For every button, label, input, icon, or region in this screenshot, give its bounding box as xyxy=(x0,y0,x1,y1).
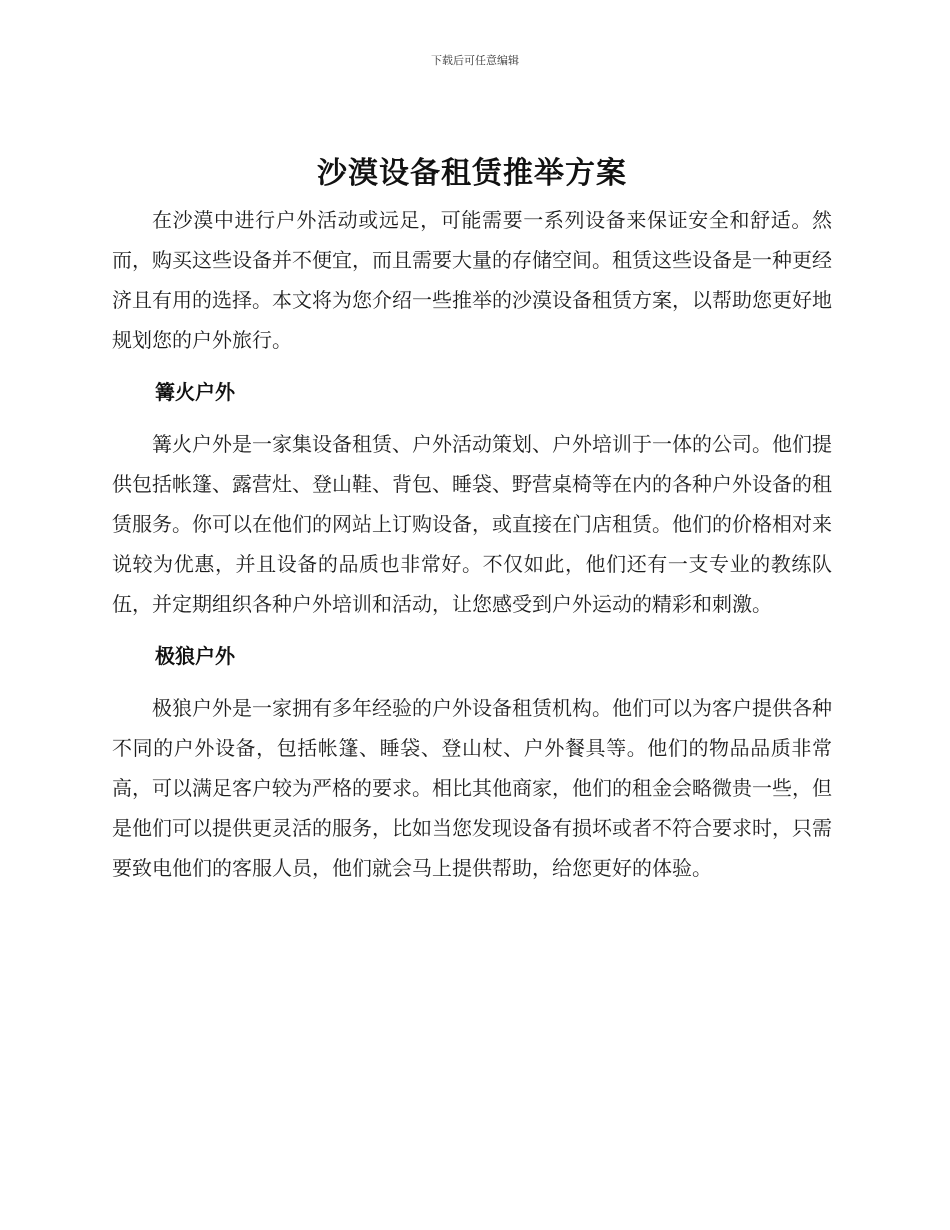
document-body xyxy=(112,148,832,888)
intro-paragraph: 在沙漠中进行户外活动或远足，可能需要一系列设备来保证安全和舒适。然而，购买这些设备并不便宜，而且需要大量的存储空间。租赁这些设备是一种更经济且有用的选择。本文将为您介绍一些推举的沙漠设备租赁方案，以帮助您更好地规划您的户外旅行。 xyxy=(112,208,832,352)
section-body-jilang: 极狼户外是一家拥有多年经验的户外设备租赁机构。他们可以为客户提供各种不同的户外设备，包括帐篷、睡袋、登山杖、户外餐具等。他们的物品品质非常高，可以满足客户较为严格的要求。相比其他商家，他们的租金会略微贵一些，但是他们可以提供更灵活的服务，比如当您发现设备有损坏或者不符合要求时，只需要致电他们的客服人员，他们就会马上提供帮助，给您更好的体验。 xyxy=(112,696,832,880)
header-note: 下载后可任意编辑 xyxy=(431,54,519,67)
section-heading-jilang: 极狼户外 xyxy=(155,644,235,668)
section-body-bonfire: 篝火户外是一家集设备租赁、户外活动策划、户外培训于一体的公司。他们提供包括帐篷、露营灶、登山鞋、背包、睡袋、野营桌椅等在内的各种户外设备的租赁服务。你可以在他们的网站上订购设备，或直接在门店租赁。他们的价格相对来说较为优惠，并且设备的品质也非常好。不仅如此，他们还有一支专业的教练队伍，并定期组织各种户外培训和活动，让您感受到户外运动的精彩和刺激。 xyxy=(112,432,832,616)
document-title: 沙漠设备租赁推举方案 xyxy=(317,156,627,191)
section-heading-bonfire: 篝火户外 xyxy=(155,380,235,404)
